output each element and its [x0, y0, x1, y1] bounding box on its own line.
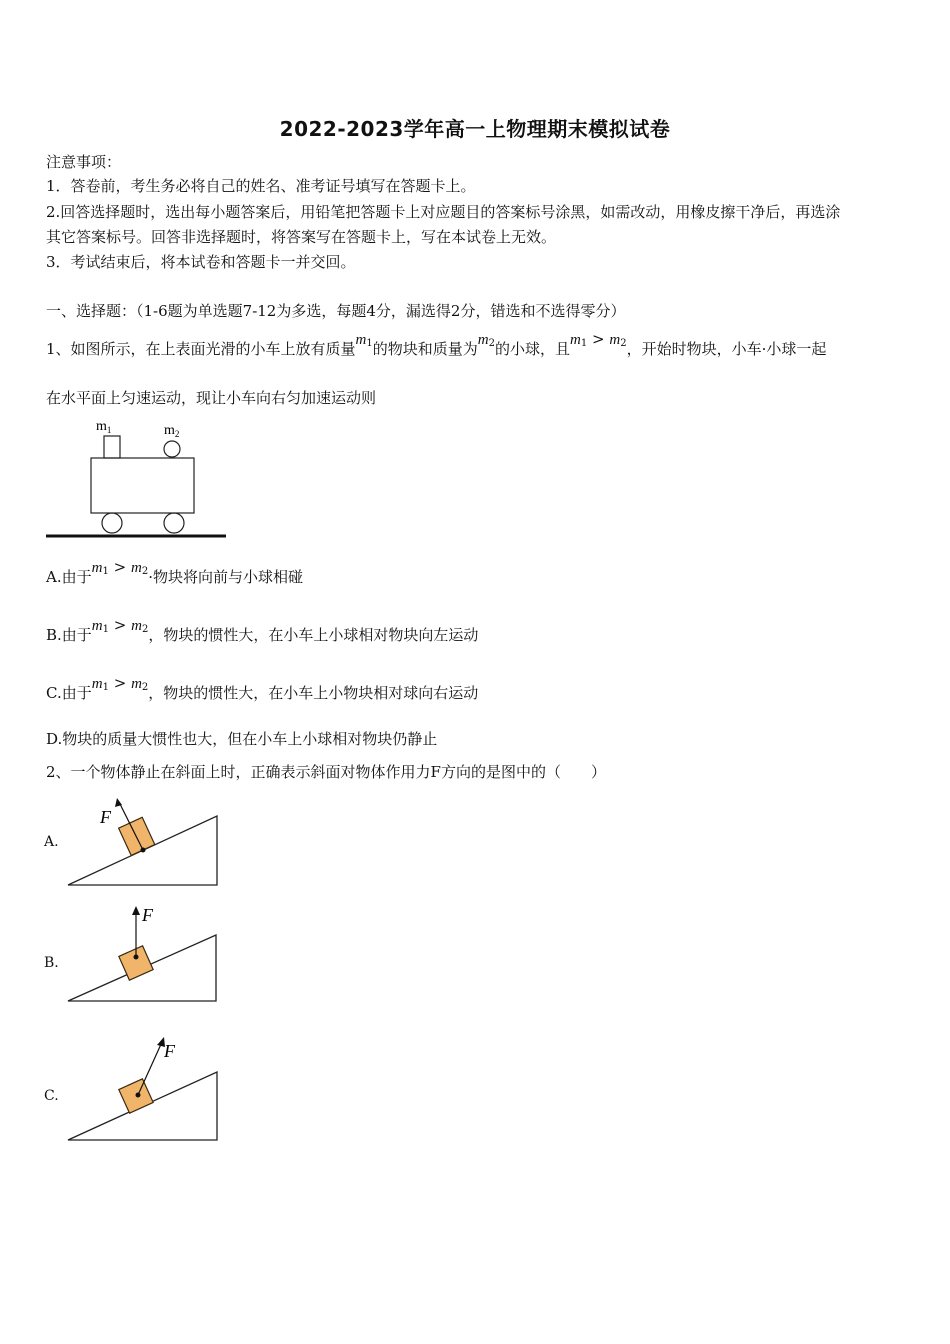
q2-option-b-figure: [60, 905, 230, 1005]
notice-item-1: 1．答卷前，考生务必将自己的姓名、准考证号填写在答题卡上。: [46, 177, 476, 195]
q2-b-force-label: F: [142, 905, 153, 925]
page-title: 2022-2023学年高一上物理期末模拟试卷: [279, 117, 671, 141]
q1-stem-line1: 1、如图所示，在上表面光滑的小车上放有质量m1的物块和质量为m2的小球，且m1 > m2，开始时物块，小车·小球一起: [46, 330, 827, 358]
q2-stem: 2、一个物体静止在斜面上时，正确表示斜面对物体作用力F方向的是图中的（ ）: [46, 763, 606, 781]
q2-a-force-label: F: [100, 807, 111, 827]
q1-option-c: C.由于m1 > m2，物块的惯性大，在小车上小物块相对球向右运动: [46, 674, 479, 702]
q2-option-a-label: A.: [44, 834, 59, 850]
q1-inequality: m1 > m2: [570, 330, 627, 349]
q1-option-b: B.由于m1 > m2，物块的惯性大，在小车上小球相对物块向左运动: [46, 616, 479, 644]
q1-ball-m2: [164, 441, 180, 457]
q1-fig-label-m1: $m_1$: [96, 419, 112, 435]
q2-option-b-label: B.: [44, 955, 59, 971]
q1-option-d: D.物块的质量大惯性也大，但在小车上小球相对物块仍静止: [46, 730, 438, 748]
q1-block-m1: [104, 436, 120, 458]
q1-m1-symbol: m1: [355, 332, 373, 349]
q1-cart-figure: [44, 414, 234, 544]
notice-item-2-cont: 其它答案标号。回答非选择题时，将答案写在答题卡上，写在本试卷上无效。: [46, 228, 557, 246]
q1-option-a: A.由于m1 > m2·物块将向前与小球相碰: [46, 558, 303, 586]
notice-heading: 注意事项：: [46, 153, 122, 171]
q2-c-force-label: F: [164, 1041, 175, 1061]
q2-c-force-arrow: [138, 1042, 162, 1095]
q2-b-arrowhead: [132, 906, 140, 915]
notice-item-2: 2.回答选择题时，选出每小题答案后，用铅笔把答题卡上对应题目的答案标号涂黑，如需改动，用橡皮擦干净后，再选涂: [46, 203, 841, 221]
q1-fig-label-m2: $m_2$: [164, 423, 180, 439]
notice-item-3: 3．考试结束后，将本试卷和答题卡一并交回。: [46, 253, 356, 271]
q1-cart-body: [91, 458, 194, 513]
section-heading: 一、选择题：（1-6题为单选题7-12为多选，每题4分，漏选得2分，错选和不选得零分）: [46, 302, 626, 320]
q2-option-c-label: C.: [44, 1088, 59, 1104]
q1-stem-line2: 在水平面上匀速运动，现让小车向右匀加速运动则: [46, 389, 377, 407]
q2-option-c-figure: [60, 1035, 230, 1145]
q1-m2-symbol: m2: [477, 332, 495, 349]
q1-wheel-right: [164, 513, 184, 533]
q1-wheel-left: [102, 513, 122, 533]
q2-option-a-figure: [60, 795, 230, 895]
